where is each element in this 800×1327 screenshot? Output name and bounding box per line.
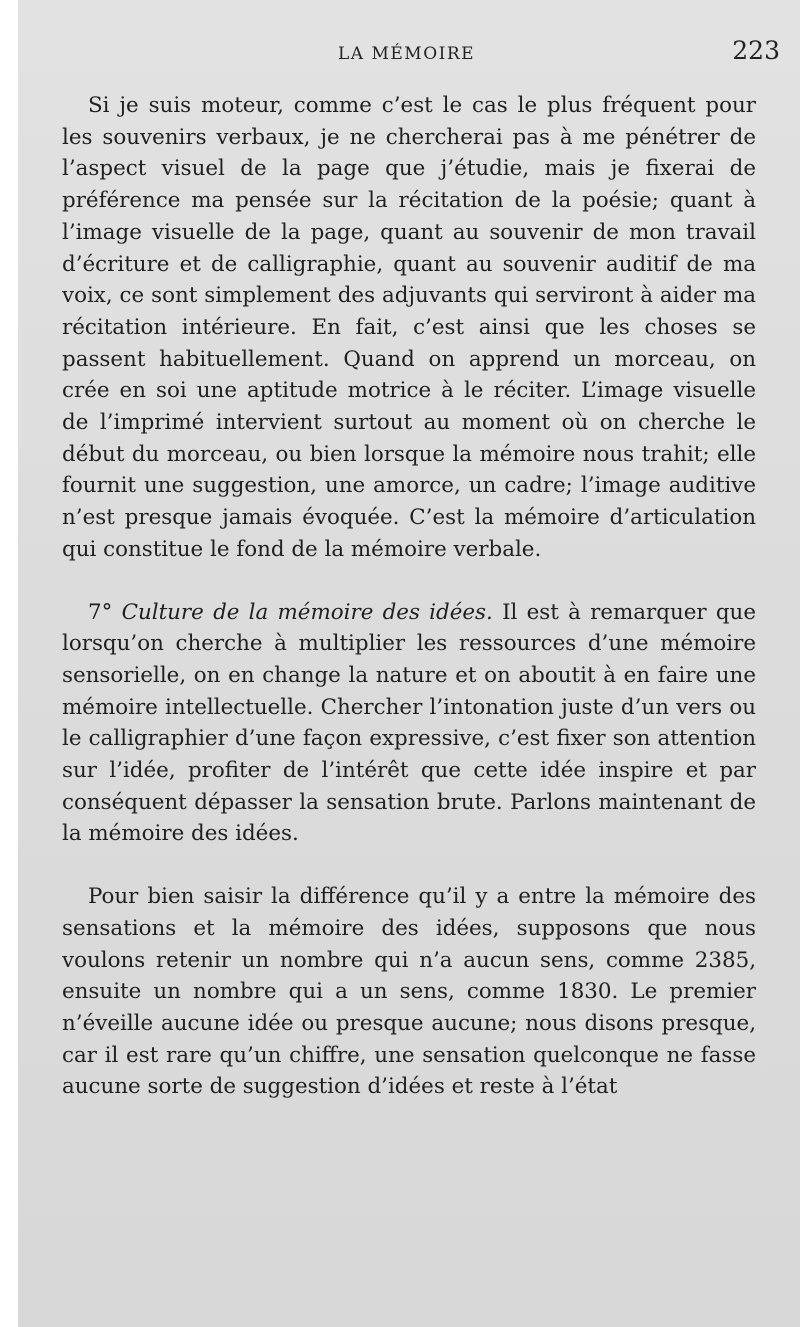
body-text [62,90,756,1103]
paragraph-2-text: Il est à remarquer que lorsqu’on cherche à multiplier les ressources d’une mémoire sensorielle, on en change la nature et on aboutit à en faire une mémoire intellectuelle. Chercher l’intonation juste d’un vers ou le calligraphier d’une façon expressive, c’est fixer son attention sur l’idée, profiter de l’intérêt que cette idée inspire et par conséquent dépasser la sensation brute. Parlons maintenant de la mémoire des idées. [62,599,756,847]
section-heading: Culture de la mémoire des idées. [121,599,493,625]
book-page [18,0,800,1327]
paragraph-1 [62,90,756,566]
paragraph-3 [62,881,756,1103]
running-title: LA MÉMOIRE [338,44,476,64]
left-margin-strip [0,0,18,1327]
running-head [18,36,800,72]
paragraph-1-text: Si je suis moteur, comme c’est le cas le plus fréquent pour les souvenirs verbaux, je ne chercherai pas à me pénétrer de l’aspect visuel de la page que j’étudie, mais je fixerai de préférence ma pensée sur la récitation de la poésie; quant à l’image visuelle de la page, quant au souvenir de mon travail d’écriture et de calligraphie, quant au souvenir auditif de ma voix, ce sont simplement des adjuvants qui serviront à aider ma récitation intérieure. En fait, c’est ainsi que les choses se passent habituellement. Quand on apprend un morceau, on crée en soi une aptitude motrice à le réciter. L’image visuelle de l’imprimé intervient surtout au moment où on cherche le début du morceau, ou bien lorsque la mémoire nous trahit; elle fournit une suggestion, une amorce, un cadre; l’image auditive n’est presque jamais évoquée. C’est la mémoire d’articulation qui constitue le fond de la mémoire verbale. [62,93,756,562]
paragraph-3-text: Pour bien saisir la différence qu’il y a entre la mémoire des sensations et la mémoire des idées, supposons que nous voulons retenir un nombre qui n’a aucun sens, comme 2385, ensuite un nombre qui a un sens, comme 1830. Le premier n’éveille aucune idée ou presque aucune; nous disons presque, car il est rare qu’un chiffre, une sensation quelconque ne fasse aucune sorte de suggestion d’idées et reste à l’état [62,884,756,1100]
page-number: 223 [732,36,780,65]
section-number: 7° [88,599,113,625]
paragraph-2 [62,597,756,851]
